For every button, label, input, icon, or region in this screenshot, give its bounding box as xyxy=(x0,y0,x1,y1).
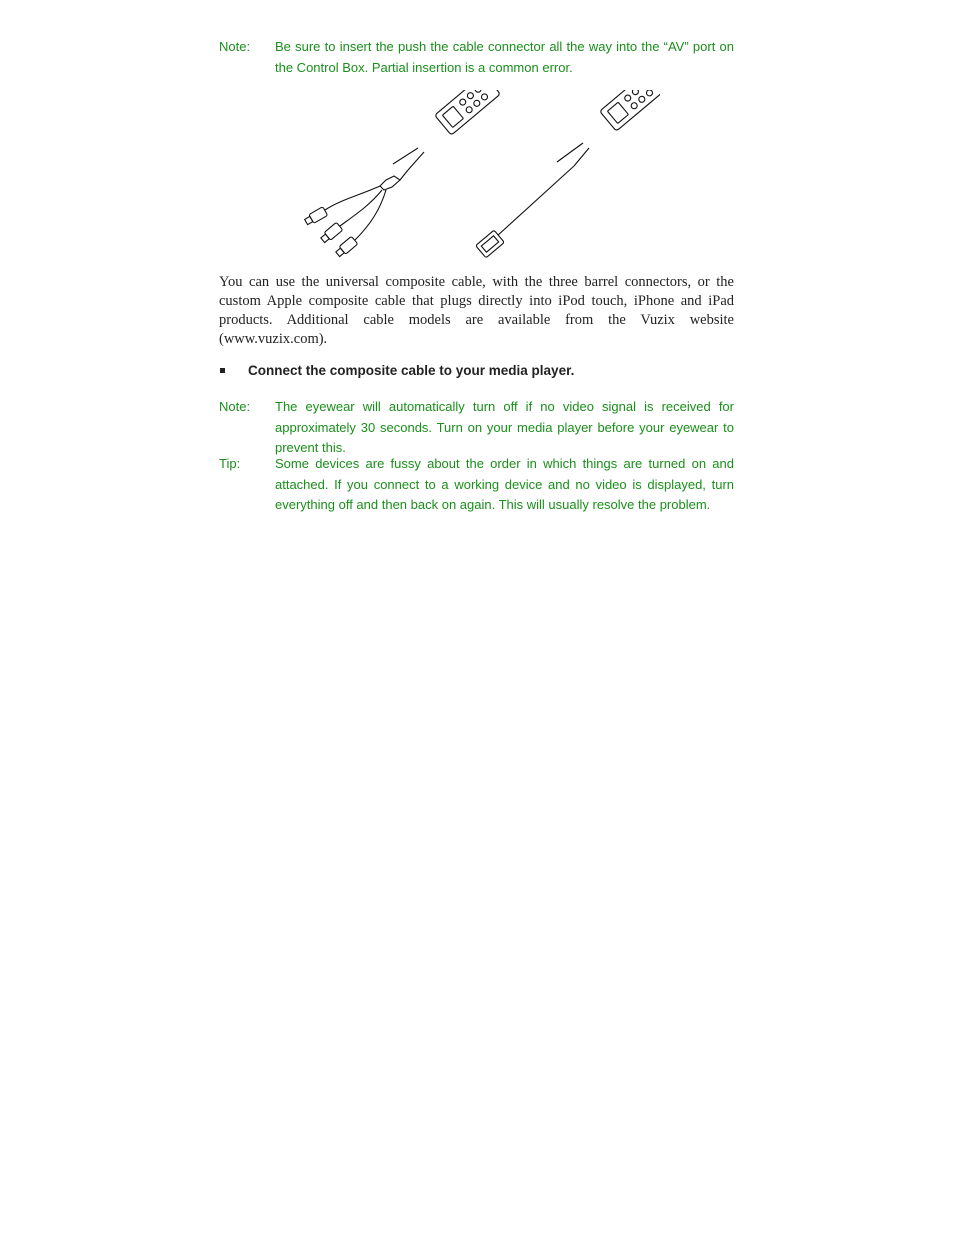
note-text: Be sure to insert the push the cable connector all the way into the “AV” port on the Control Box. Partial insertion is a common error. xyxy=(275,39,734,75)
cable-options-paragraph: You can use the universal composite cable, with the three barrel connectors, or the custom Apple composite cable that plugs directly into iPod touch, iPhone and iPad products. Additional cable models are available from the Vuzix website (www.vuzix.com). xyxy=(219,274,734,347)
apple-cable-drawing xyxy=(476,90,660,258)
tip-power-order xyxy=(219,454,734,516)
note-label: Note: xyxy=(219,399,251,414)
cable-illustration xyxy=(300,90,660,262)
tip-text: Some devices are fussy about the order in which things are turned on and attached. If you connect to a working device and no video is displayed, turn everything off and then back on again. This will usually resolve the problem. xyxy=(275,456,734,512)
note-text: The eyewear will automatically turn off if no video signal is received for approximately 30 seconds. Turn on your media player before your eyewear to prevent this. xyxy=(275,399,734,455)
bullet-square-icon xyxy=(220,368,225,373)
composite-cable-drawing xyxy=(304,90,501,258)
instruction-bullet xyxy=(219,363,734,378)
note-auto-off xyxy=(219,397,734,459)
note-connector xyxy=(219,37,734,78)
bullet-text: Connect the composite cable to your media player. xyxy=(248,363,575,378)
note-label: Note: xyxy=(219,39,251,54)
tip-label: Tip: xyxy=(219,456,241,471)
